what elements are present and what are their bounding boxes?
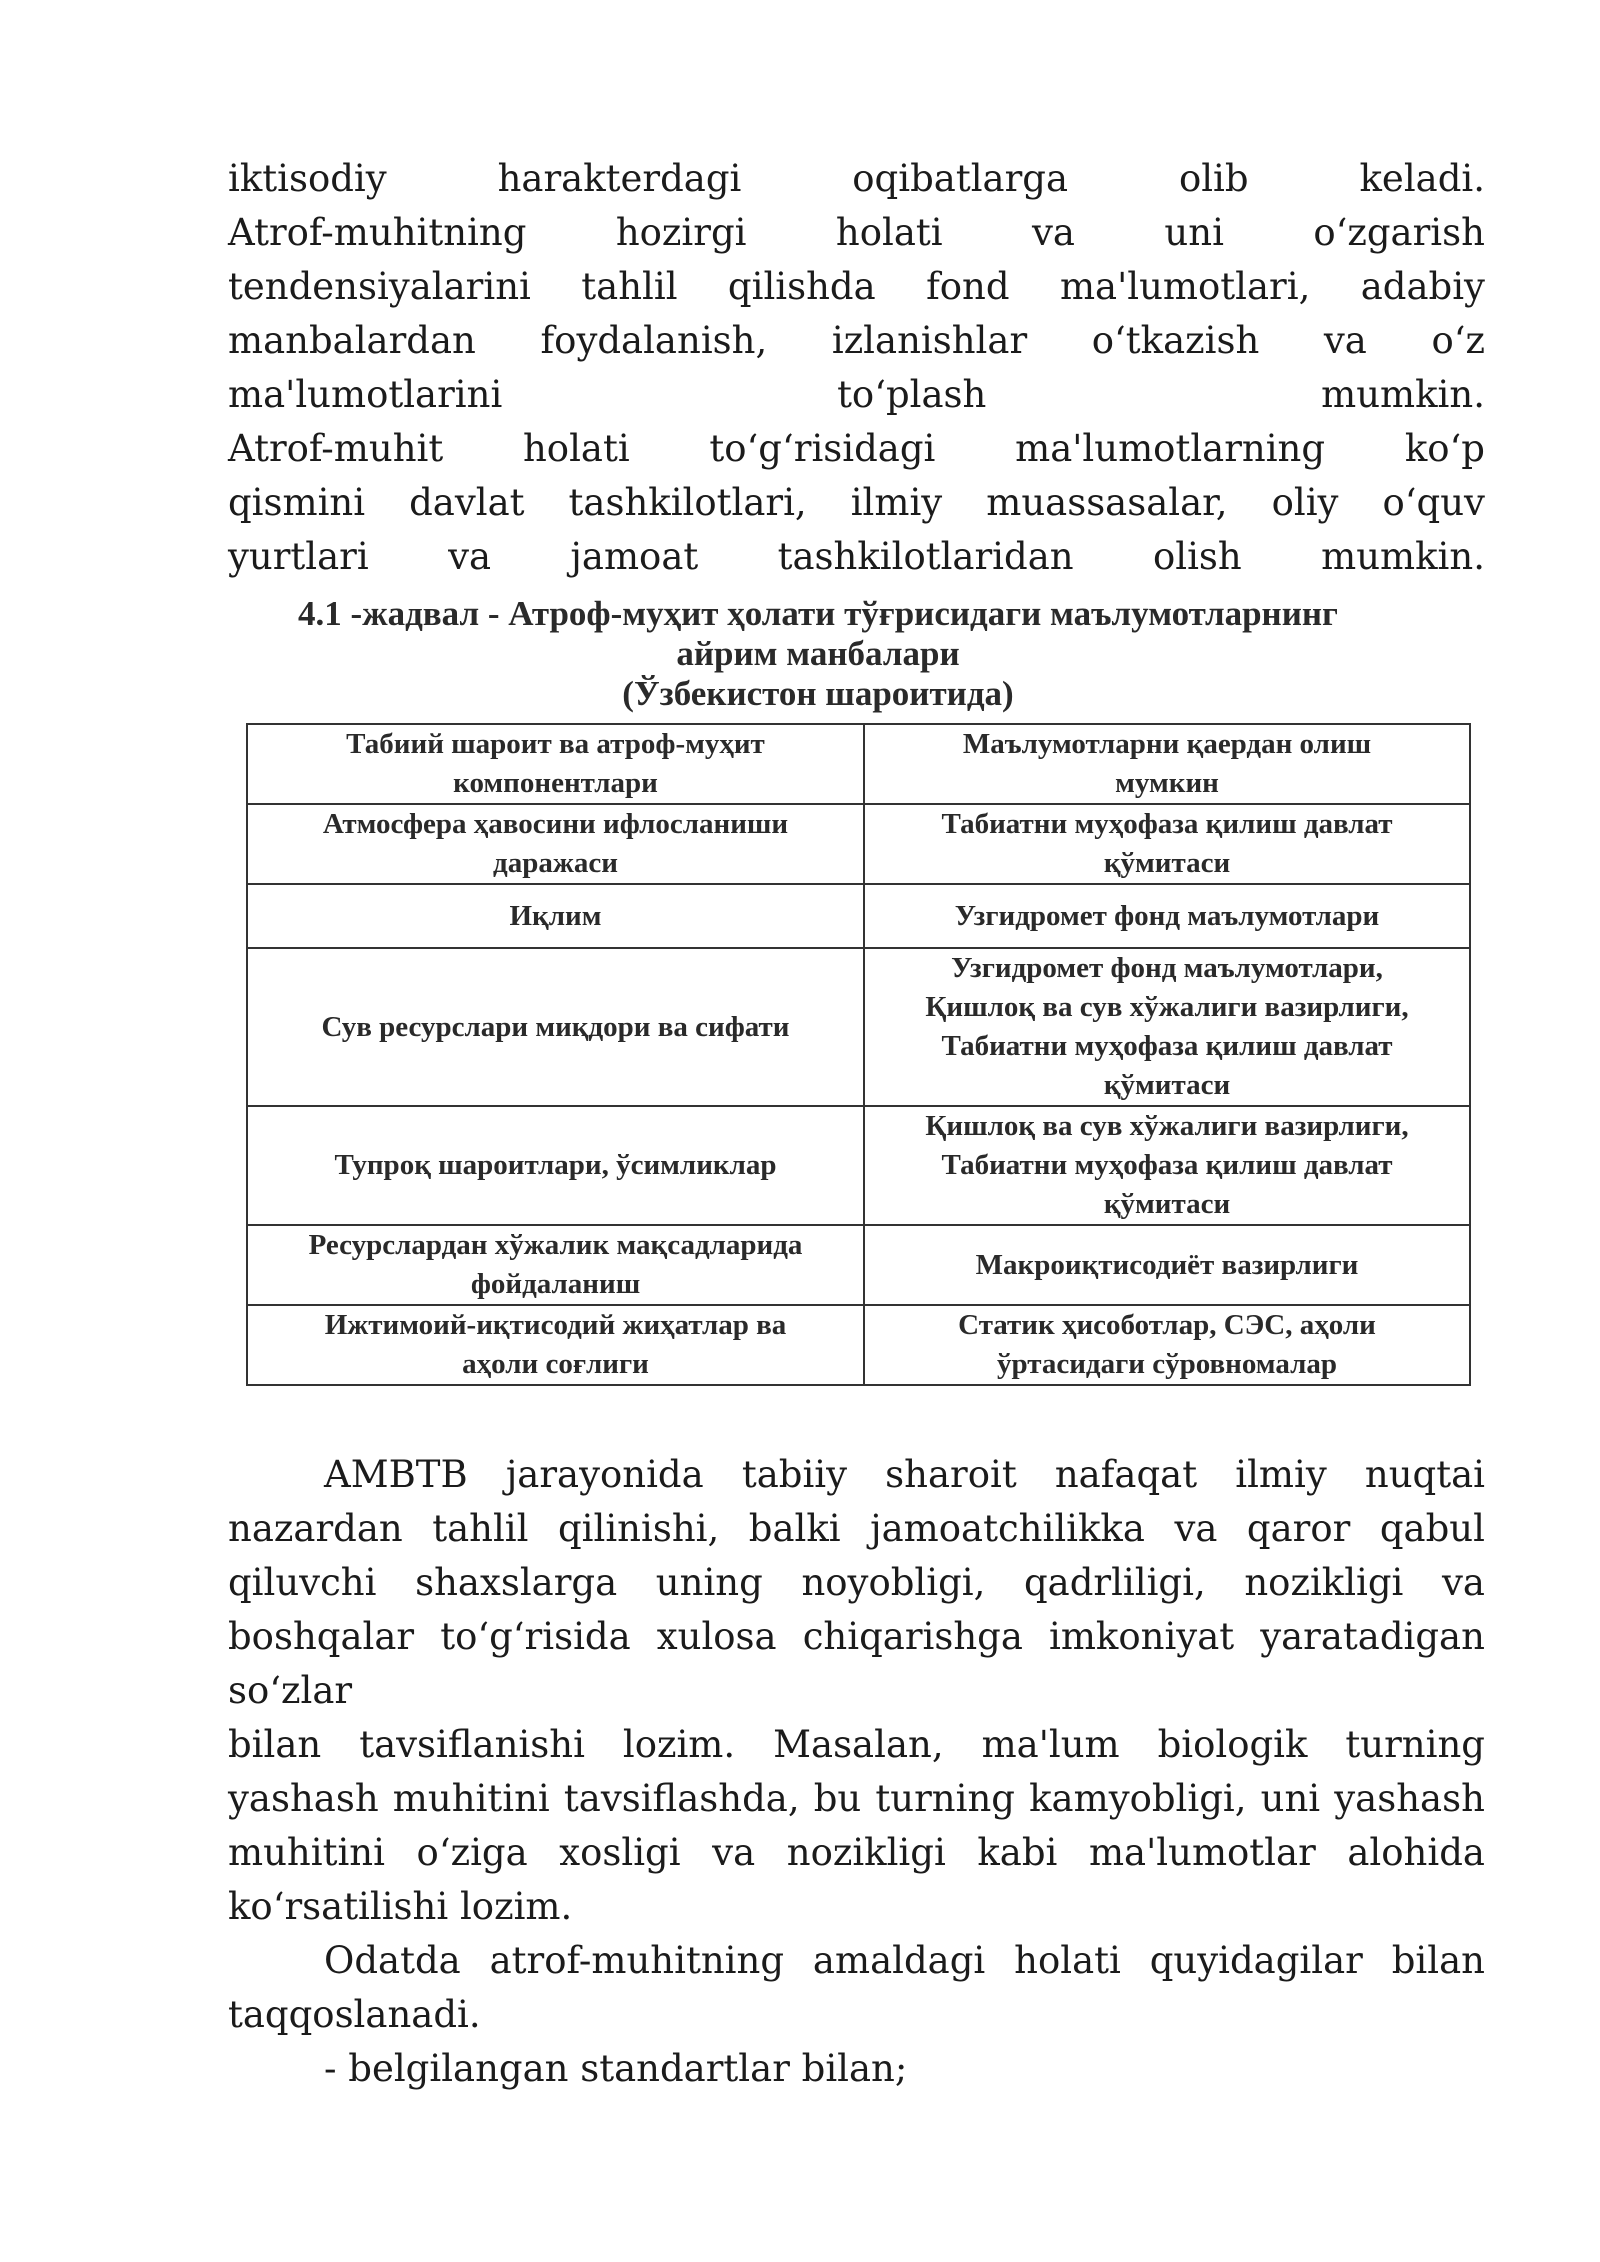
word: foydalanish,: [540, 319, 768, 362]
word: tabiiy: [741, 1453, 848, 1496]
table-caption: [228, 594, 1408, 714]
word: yurtlari: [228, 535, 369, 578]
word: biologik: [1157, 1723, 1308, 1766]
word: balki: [748, 1507, 841, 1550]
word: uning: [655, 1561, 763, 1604]
word: boshqalar: [228, 1615, 415, 1658]
word: qaror: [1246, 1507, 1351, 1550]
table-cell: [864, 884, 1470, 948]
word: qabul: [1379, 1507, 1485, 1550]
word: ko‘rsatilishi lozim.: [228, 1885, 573, 1928]
word: ma'lumotlarning: [1015, 427, 1326, 470]
word: Odatda: [324, 1939, 461, 1982]
word: turning: [1345, 1723, 1485, 1766]
word: Masalan,: [773, 1723, 944, 1766]
word: - belgilangan standartlar bilan;: [324, 2047, 908, 2090]
text-line: [228, 206, 1485, 260]
cell-line: қўмитаси: [1103, 1069, 1231, 1101]
table-cell: [864, 1305, 1470, 1385]
word: nuqtai: [1364, 1453, 1485, 1496]
word: oqibatlarga: [852, 157, 1069, 200]
word: bu: [813, 1777, 862, 1820]
cell-line: Ижтимоий-иқтисодий жиҳатлар ва: [324, 1309, 787, 1341]
word: jarayonida: [505, 1453, 704, 1496]
word: uni: [1164, 211, 1224, 254]
text-line: [228, 1718, 1485, 1772]
word: shaxslarga: [415, 1561, 618, 1604]
word: manbalardan: [228, 319, 476, 362]
table-cell: [247, 948, 864, 1106]
word: to‘g‘risidagi: [709, 427, 936, 470]
word: tavsiflanishi: [359, 1723, 585, 1766]
word: Atrof-muhitning: [228, 211, 527, 254]
word: olib: [1178, 157, 1249, 200]
word: imkoniyat: [1049, 1615, 1235, 1658]
word: va: [712, 1831, 756, 1874]
word: nazardan: [228, 1507, 403, 1550]
word: tendensiyalarini: [228, 265, 531, 308]
top-paragraph: [228, 152, 1485, 584]
word: yashash: [228, 1777, 379, 1820]
word: oliy: [1271, 481, 1339, 524]
word: muhitini: [228, 1831, 385, 1874]
word: chiqarishga: [802, 1615, 1023, 1658]
cell-line: Макроиқтисодиёт вазирлиги: [975, 1248, 1359, 1281]
table-cell: [864, 1225, 1470, 1305]
word: taqqoslanadi.: [228, 1993, 481, 2036]
word: mumkin.: [1321, 373, 1485, 416]
word: o‘zgarish: [1313, 211, 1485, 254]
word: ilmiy: [1235, 1453, 1327, 1496]
text-line: [228, 476, 1485, 530]
text-line: [228, 260, 1485, 314]
table-cell: [247, 1106, 864, 1225]
table-row: [247, 948, 1470, 1106]
list-item: [228, 2042, 1485, 2096]
cell-line: мумкин: [1115, 767, 1219, 799]
table-cell: [247, 884, 864, 948]
text-line: [228, 1826, 1485, 1880]
word: turning: [875, 1777, 1015, 1820]
word: xosligi: [559, 1831, 681, 1874]
word: tashkilotlari,: [568, 481, 807, 524]
word: jamoatchilikka: [870, 1507, 1145, 1550]
table-caption-title: 4.1 -жадвал - Атроф-муҳит ҳолати тўғрисидаги маълумотларнинг: [298, 594, 1338, 633]
word: keladi.: [1359, 157, 1485, 200]
word: atrof-muhitning: [489, 1939, 785, 1982]
cell-line: Узгидромет фонд маълумотлари,: [951, 952, 1383, 984]
word: so‘zlar: [228, 1669, 353, 1712]
cell-line: Маълумотларни қаердан олиш: [962, 728, 1372, 760]
word: sharoit: [885, 1453, 1017, 1496]
word: tahlil: [581, 265, 678, 308]
table-row: [247, 1106, 1470, 1225]
word: o‘tkazish: [1091, 319, 1260, 362]
word: nozikligi: [1244, 1561, 1404, 1604]
word: muhitini: [392, 1777, 550, 1820]
table-caption-subtitle: айрим манбалари: [676, 634, 960, 673]
text-line: [228, 368, 1485, 422]
word: va: [1323, 319, 1367, 362]
word: ma'lumotlarini: [228, 373, 503, 416]
cell-line: компонентлари: [453, 767, 658, 799]
word: ilmiy: [850, 481, 943, 524]
cell-line: Сув ресурслари миқдори ва сифати: [321, 1010, 790, 1043]
text-line: [228, 1880, 1485, 1934]
header-cell-sources: [864, 724, 1470, 804]
word: kamyobligi,: [1029, 1777, 1247, 1820]
text-line: [228, 1664, 1485, 1718]
word: izlanishlar: [831, 319, 1028, 362]
table-cell: [864, 1106, 1470, 1225]
word: kabi: [977, 1831, 1058, 1874]
word: amaldagi: [812, 1939, 986, 1982]
word: olish: [1152, 535, 1242, 578]
word: yaratadigan: [1260, 1615, 1485, 1658]
cell-line: аҳоли соғлиги: [462, 1348, 649, 1380]
word: Atrof-muhit: [228, 427, 444, 470]
word: to‘g‘risida: [440, 1615, 631, 1658]
word: bilan: [228, 1723, 322, 1766]
cell-line: Иқлим: [509, 899, 602, 932]
text-line: [228, 1556, 1485, 1610]
cell-line: даражаси: [493, 847, 618, 879]
word: va: [448, 535, 492, 578]
cell-line: Тупроқ шароитлари, ўсимликлар: [334, 1149, 777, 1181]
word: qadrliligi,: [1023, 1561, 1206, 1604]
text-line: [228, 1502, 1485, 1556]
table-caption-note: (Ўзбекистон шароитида): [622, 674, 1014, 713]
word: nozikligi: [786, 1831, 946, 1874]
word: jamoat: [570, 535, 699, 578]
word: qilinishi,: [558, 1507, 720, 1550]
word: bilan: [1391, 1939, 1485, 1982]
word: qiluvchi: [228, 1561, 377, 1604]
cell-line: ўртасидаги сўровномалар: [996, 1348, 1338, 1380]
word: ma'lumotlari,: [1059, 265, 1311, 308]
word: AMBTB: [324, 1453, 468, 1496]
word: uni: [1260, 1777, 1321, 1820]
text-line: [228, 1610, 1485, 1664]
table-row: [247, 884, 1470, 948]
word: yashash: [1334, 1777, 1485, 1820]
table-row: [247, 804, 1470, 884]
word: va: [1032, 211, 1075, 254]
word: tahlil: [432, 1507, 529, 1550]
text-line: [228, 152, 1485, 206]
cell-line: Атмосфера ҳавосини ифлосланиши: [322, 808, 789, 840]
word: xulosa: [656, 1615, 777, 1658]
word: davlat: [409, 481, 525, 524]
text-line: [228, 314, 1485, 368]
cell-line: Узгидромет фонд маълумотлари: [954, 899, 1380, 932]
word: muassasalar,: [986, 481, 1228, 524]
table-header-row: [247, 724, 1470, 804]
word: ko‘p: [1404, 427, 1485, 470]
word: va: [1442, 1561, 1485, 1604]
table-cell: [247, 804, 864, 884]
bottom-paragraph: [228, 1448, 1485, 2096]
table-cell: [247, 1225, 864, 1305]
cell-line: Ресурслардан хўжалик мақсадларида: [308, 1229, 803, 1261]
word: qilishda: [727, 265, 876, 308]
word: ma'lumotlar: [1088, 1831, 1316, 1874]
word: o‘z: [1431, 319, 1485, 362]
cell-line: Табиатни муҳофаза қилиш давлат: [941, 808, 1393, 840]
cell-line: Статик ҳисоботлар, СЭС, аҳоли: [958, 1309, 1376, 1341]
cell-line: Қишлоқ ва сув хўжалиги вазирлиги,: [925, 991, 1409, 1023]
header-cell-components: [247, 724, 864, 804]
text-line: [228, 530, 1485, 584]
word: to‘plash: [837, 373, 987, 416]
word: adabiy: [1360, 265, 1485, 308]
word: nafaqat: [1054, 1453, 1198, 1496]
cell-line: Табиатни муҳофаза қилиш давлат: [941, 1149, 1393, 1181]
cell-line: Табиатни муҳофаза қилиш давлат: [941, 1030, 1393, 1062]
word: qismini: [228, 481, 366, 524]
word: hozirgi: [615, 211, 747, 254]
word: harakterdagi: [497, 157, 742, 200]
table-cell: [864, 804, 1470, 884]
table-row: [247, 1305, 1470, 1385]
word: mumkin.: [1321, 535, 1485, 578]
table-row: [247, 1225, 1470, 1305]
text-line: [228, 1772, 1485, 1826]
text-line: [228, 422, 1485, 476]
cell-line: қўмитаси: [1103, 847, 1231, 879]
word: va: [1174, 1507, 1218, 1550]
table-cell: [864, 948, 1470, 1106]
word: o‘quv: [1382, 481, 1485, 524]
word: noyobligi,: [801, 1561, 986, 1604]
word: alohida: [1347, 1831, 1485, 1874]
word: holati: [522, 427, 630, 470]
word: tashkilotlaridan: [777, 535, 1074, 578]
word: quyidagilar: [1149, 1939, 1363, 1982]
word: lozim.: [622, 1723, 736, 1766]
word: holati: [835, 211, 943, 254]
word: ma'lum: [981, 1723, 1120, 1766]
word: o‘ziga: [416, 1831, 528, 1874]
word: holati: [1014, 1939, 1121, 1982]
text-line: [228, 1448, 1485, 1502]
word: tavsiflashda,: [563, 1777, 800, 1820]
cell-line: қўмитаси: [1103, 1188, 1231, 1220]
text-line: [228, 1988, 1485, 2042]
word: iktisodiy: [228, 157, 387, 200]
word: fond: [926, 265, 1010, 308]
text-line: [228, 1934, 1485, 1988]
table-cell: [247, 1305, 864, 1385]
sources-table: [246, 723, 1471, 1386]
cell-line: фойдаланиш: [470, 1268, 641, 1300]
cell-line: Қишлоқ ва сув хўжалиги вазирлиги,: [925, 1110, 1409, 1142]
cell-line: Табиий шароит ва атроф-муҳит: [346, 728, 765, 760]
